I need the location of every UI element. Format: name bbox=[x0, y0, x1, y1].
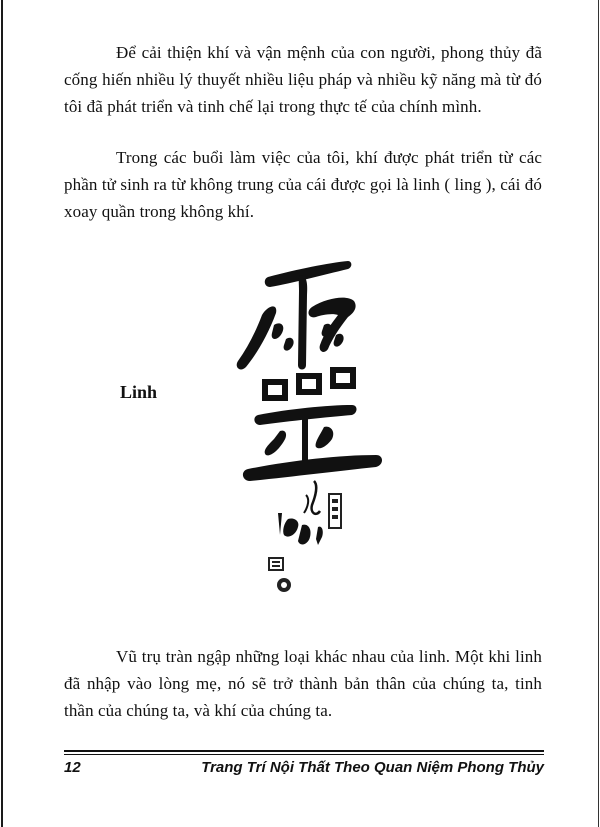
paragraph-2-text: Trong các buổi làm việc của tôi, khí được phát triển từ các phần tử sinh ra từ không trung của cái được gọi là linh ( ling ), cái đó xoay quần trong không khí. bbox=[64, 148, 542, 221]
page-edge-right bbox=[598, 0, 599, 827]
running-title: Trang Trí Nội Thất Theo Quan Niệm Phong Thủy bbox=[201, 759, 544, 776]
calligraphy-character-ling-icon bbox=[228, 255, 388, 620]
paragraph-2 bbox=[64, 144, 542, 225]
calligraphy-artwork bbox=[228, 255, 388, 615]
page-footer bbox=[64, 757, 544, 781]
paragraph-3-text: Vũ trụ tràn ngập những loại khác nhau của linh. Một khi linh đã nhập vào lòng mẹ, nó sẽ trở thành bản thân của chúng ta, tinh thần của chúng ta, và khí của chúng ta. bbox=[64, 647, 542, 720]
footer-rule-thin bbox=[64, 754, 544, 755]
paragraph-1 bbox=[64, 39, 542, 120]
page-number: 12 bbox=[64, 759, 81, 776]
footer-rule-thick bbox=[64, 750, 544, 752]
paragraph-3 bbox=[64, 643, 542, 724]
illustration-caption: Linh bbox=[120, 382, 158, 402]
paragraph-1-text: Để cải thiện khí và vận mệnh của con người, phong thủy đã cống hiến nhiều lý thuyết nhiều liệu pháp và nhiều kỹ năng mà từ đó tôi đã phát triển và tinh chế lại trong thực tế của chính mình. bbox=[64, 43, 542, 116]
page-edge-left bbox=[1, 0, 3, 827]
